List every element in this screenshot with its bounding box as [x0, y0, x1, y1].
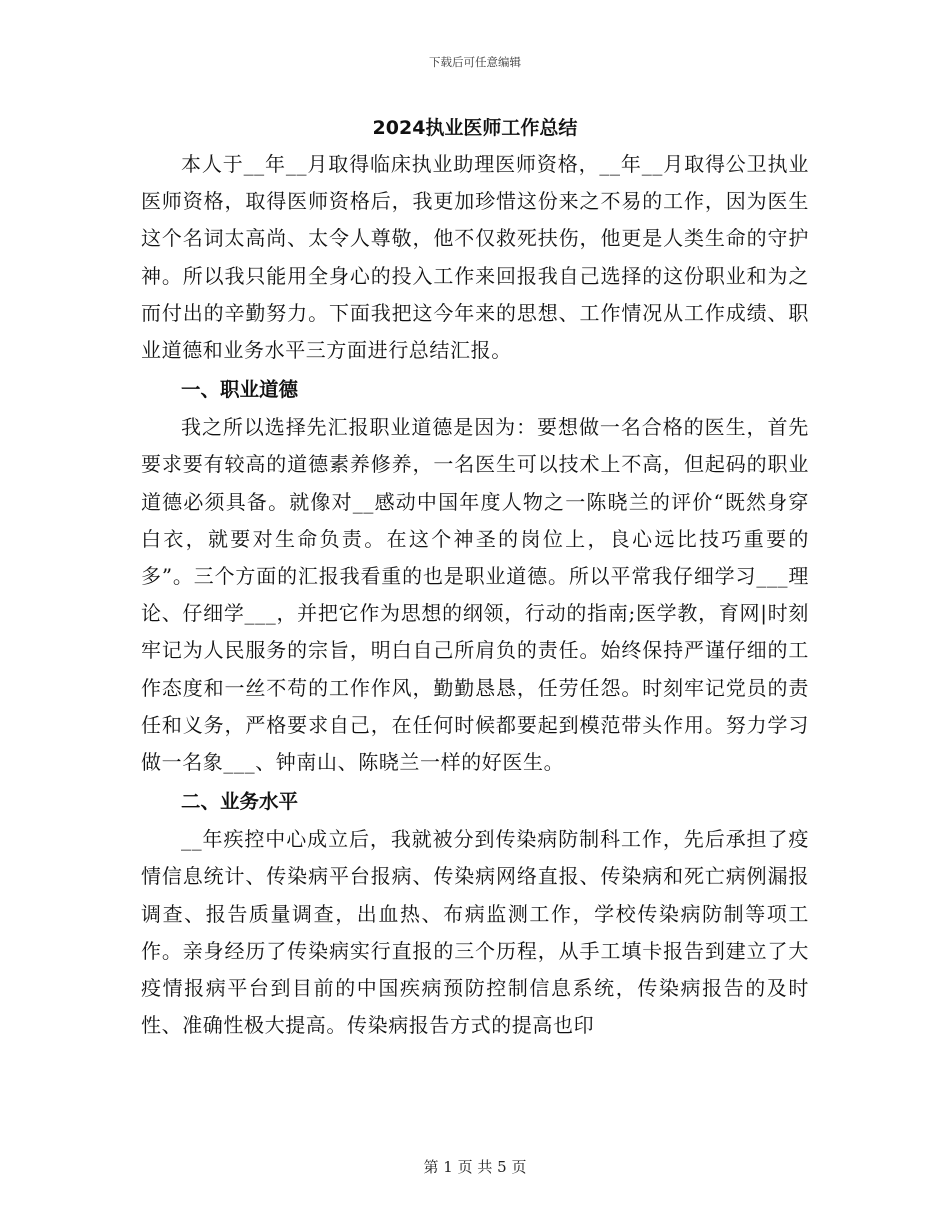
section-body-skills: __年疾控中心成立后，我就被分到传染病防制科工作，先后承担了疫情信息统计、传染病平台报病、传染病网络直报、传染病和死亡病例漏报调查、报告质量调查，出血热、布病监测工作，学校传染病防制等项工作。亲身经历了传染病实行直报的三个历程，从手工填卡报告到建立了大疫情报病平台到目前的中国疾病预防控制信息系统，传染病报告的及时性、准确性极大提高。传染病报告方式的提高也印: [141, 827, 809, 1038]
document-title: 2024执业医师工作总结: [372, 117, 578, 139]
intro-paragraph: 本人于__年__月取得临床执业助理医师资格，__年__月取得公卫执业医师资格，取得医师资格后，我更加珍惜这份来之不易的工作，因为医生这个名词太高尚、太令人尊敬，他不仅救死扶伤，他更是人类生命的守护神。所以我只能用全身心的投入工作来回报我自己选择的这份职业和为之而付出的辛勤努力。下面我把这今年来的思想、工作情况从工作成绩、职业道德和业务水平三方面进行总结汇报。: [141, 152, 809, 363]
section-heading-ethics: 一、职业道德: [181, 378, 299, 402]
section-heading-skills: 二、业务水平: [181, 790, 299, 814]
header-note: 下载后可任意编辑: [429, 55, 521, 69]
document-body: [141, 110, 809, 1044]
section-body-ethics: 我之所以选择先汇报职业道德是因为：要想做一名合格的医生，首先要求要有较高的道德素养修养，一名医生可以技术上不高，但起码的职业道德必须具备。就像对__感动中国年度人物之一陈晓兰的评价“既然身穿白衣，就要对生命负责。在这个神圣的岗位上，良心远比技巧重要的多”。三个方面的汇报我看重的也是职业道德。所以平常我仔细学习___理论、仔细学___，并把它作为思想的纲领，行动的指南;医学教，育网|时刻牢记为人民服务的宗旨，明白自己所肩负的责任。始终保持严谨仔细的工作态度和一丝不苟的工作作风，勤勤恳恳，任劳任怨。时刻牢记党员的责任和义务，严格要求自己，在任何时候都要起到模范带头作用。努力学习做一名象___、钟南山、陈晓兰一样的好医生。: [141, 415, 809, 775]
page-number: 第 1 页 共 5 页: [423, 1158, 527, 1176]
